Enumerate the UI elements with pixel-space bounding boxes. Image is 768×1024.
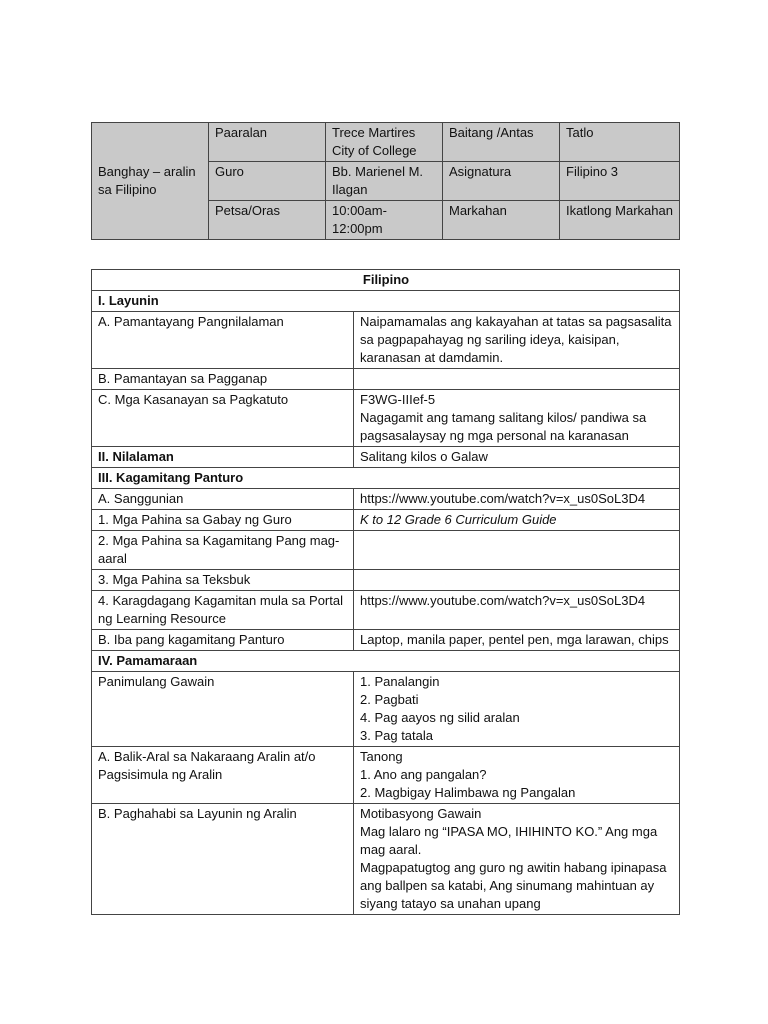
table-row <box>92 591 680 630</box>
section-row <box>92 651 680 672</box>
reference-link: https://www.youtube.com/watch?v=x_us0SoL3D4 <box>354 489 680 510</box>
section-row <box>92 468 680 489</box>
row-label: A. Sanggunian <box>92 489 354 510</box>
section-heading: III. Kagamitang Panturo <box>92 468 680 489</box>
row-label: Panimulang Gawain <box>92 672 354 747</box>
row-value: Naipamamalas ang kakayahan at tatas sa pagsasalita sa pagpapahayag ng sariling ideya, kaisipan, karanasan at damdamin. <box>354 312 680 369</box>
row-label: B. Pamantayan sa Pagganap <box>92 369 354 390</box>
header-value-cell: Trece Martires City of College <box>326 123 443 162</box>
row-label: 2. Mga Pahina sa Kagamitang Pang mag-aaral <box>92 531 354 570</box>
table-title-row <box>92 270 680 291</box>
row-value: Laptop, manila paper, pentel pen, mga larawan, chips <box>354 630 680 651</box>
table-row <box>92 390 680 447</box>
row-label: 4. Karagdagang Kagamitan mula sa Portal ng Learning Resource <box>92 591 354 630</box>
header-label-cell: Asignatura <box>443 162 560 201</box>
table-row <box>92 672 680 747</box>
row-label: 1. Mga Pahina sa Gabay ng Guro <box>92 510 354 531</box>
row-label: C. Mga Kasanayan sa Pagkatuto <box>92 390 354 447</box>
row-value: Tanong 1. Ano ang pangalan? 2. Magbigay Halimbawa ng Pangalan <box>354 747 680 804</box>
header-value-cell: Filipino 3 <box>560 162 680 201</box>
header-value-cell: Bb. Marienel M. Ilagan <box>326 162 443 201</box>
row-value: K to 12 Grade 6 Curriculum Guide <box>354 510 680 531</box>
header-row <box>92 123 680 162</box>
section-heading: IV. Pamamaraan <box>92 651 680 672</box>
header-value-cell: Tatlo <box>560 123 680 162</box>
table-row <box>92 630 680 651</box>
header-label-cell: Guro <box>209 162 326 201</box>
table-row <box>92 531 680 570</box>
row-label: B. Iba pang kagamitang Panturo <box>92 630 354 651</box>
section-heading: II. Nilalaman <box>92 447 354 468</box>
row-value: F3WG-IIIef-5 Nagagamit ang tamang salitang kilos/ pandiwa sa pagsasalaysay ng mga personal na karanasan <box>354 390 680 447</box>
table-row <box>92 747 680 804</box>
section-row <box>92 291 680 312</box>
row-label: 3. Mga Pahina sa Teksbuk <box>92 570 354 591</box>
row-value <box>354 570 680 591</box>
lesson-plan-title: Banghay – aralin sa Filipino <box>92 123 209 240</box>
table-row <box>92 804 680 915</box>
header-value-cell: Ikatlong Markahan <box>560 201 680 240</box>
row-value: 1. Panalangin 2. Pagbati 4. Pag aayos ng silid aralan 3. Pag tatala <box>354 672 680 747</box>
row-label: A. Pamantayang Pangnilalaman <box>92 312 354 369</box>
table-row <box>92 510 680 531</box>
section-heading: I. Layunin <box>92 291 680 312</box>
header-value-cell: 10:00am- 12:00pm <box>326 201 443 240</box>
table-row <box>92 489 680 510</box>
header-label-cell: Paaralan <box>209 123 326 162</box>
row-label: B. Paghahabi sa Layunin ng Aralin <box>92 804 354 915</box>
header-label-cell: Petsa/Oras <box>209 201 326 240</box>
row-value: Motibasyong Gawain Mag lalaro ng “IPASA MO, IHIHINTO KO.” Ang mga mag aaral. Magpapatugtog ang guro ng awitin habang ipinapasa ang ballpen sa katabi, Ang sinumang mahintuan ay siyang tatayo sa unahan upang <box>354 804 680 915</box>
table-row <box>92 312 680 369</box>
row-value <box>354 369 680 390</box>
row-value: Salitang kilos o Galaw <box>354 447 680 468</box>
table-title: Filipino <box>92 270 680 291</box>
header-label-cell: Baitang /Antas <box>443 123 560 162</box>
header-table <box>91 122 680 240</box>
reference-link: https://www.youtube.com/watch?v=x_us0SoL3D4 <box>354 591 680 630</box>
section-row <box>92 447 680 468</box>
row-label: A. Balik-Aral sa Nakaraang Aralin at/o Pagsisimula ng Aralin <box>92 747 354 804</box>
table-row <box>92 369 680 390</box>
table-row <box>92 570 680 591</box>
header-label-cell: Markahan <box>443 201 560 240</box>
lesson-plan-table <box>91 269 680 915</box>
row-value <box>354 531 680 570</box>
